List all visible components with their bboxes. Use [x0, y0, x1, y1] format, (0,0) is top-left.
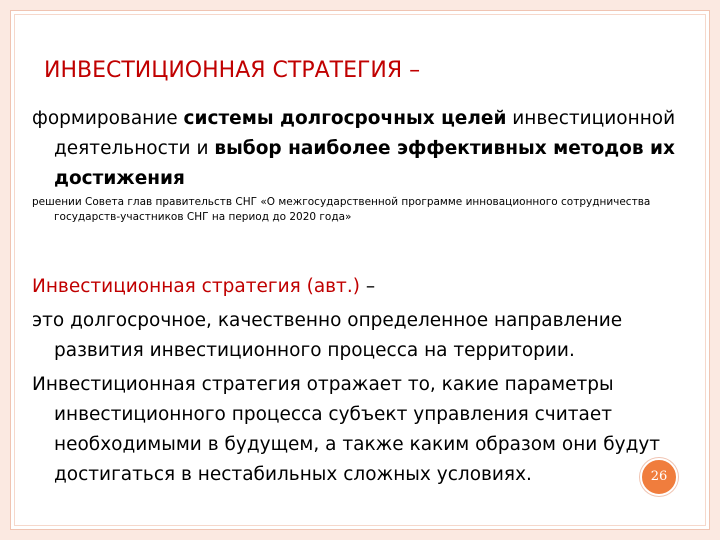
definition-bold-achievement: достижения — [54, 168, 185, 189]
author-definition-line-1: это долгосрочное, качественно определенное направление — [32, 310, 623, 331]
slide-title: ИНВЕСТИЦИОННАЯ СТРАТЕГИЯ – — [44, 58, 421, 83]
definition-text: инвестиционной — [506, 108, 676, 129]
definition-text: деятельности и — [54, 138, 215, 159]
definition-bold-goals: системы долгосрочных целей — [183, 108, 507, 129]
definition-line-2 — [32, 134, 692, 164]
author-definition-heading — [32, 272, 692, 302]
definition-bold-methods: выбор наиболее эффективных методов их — [214, 138, 675, 159]
author-definition-paragraph — [32, 306, 692, 366]
explanation-line-2: инвестиционного процесса субъект управления считает — [54, 404, 612, 425]
author-definition-line-2: развития инвестиционного процесса на территории. — [54, 340, 575, 361]
definition-paragraph — [32, 104, 692, 194]
source-note-line-1: решении Совета глав правительств СНГ «О межгосударственной программе инновационного сотрудничества — [32, 196, 651, 208]
author-definition-dash: – — [359, 276, 376, 297]
explanation-line-4: достигаться в нестабильных сложных условиях. — [54, 464, 532, 485]
source-note-line-2: государств-участников СНГ на период до 2020 года» — [54, 211, 352, 223]
page-number-badge: 26 — [640, 458, 678, 496]
explanation-line-3: необходимыми в будущем, а также каким образом они будут — [54, 434, 661, 455]
source-note — [32, 195, 702, 225]
author-definition-term: Инвестиционная стратегия (авт.) — [32, 276, 360, 297]
definition-text: формирование — [32, 108, 184, 129]
explanation-line-1: Инвестиционная стратегия отражает то, какие параметры — [32, 374, 614, 395]
explanation-paragraph — [32, 370, 692, 490]
definition-line-3 — [32, 164, 692, 194]
